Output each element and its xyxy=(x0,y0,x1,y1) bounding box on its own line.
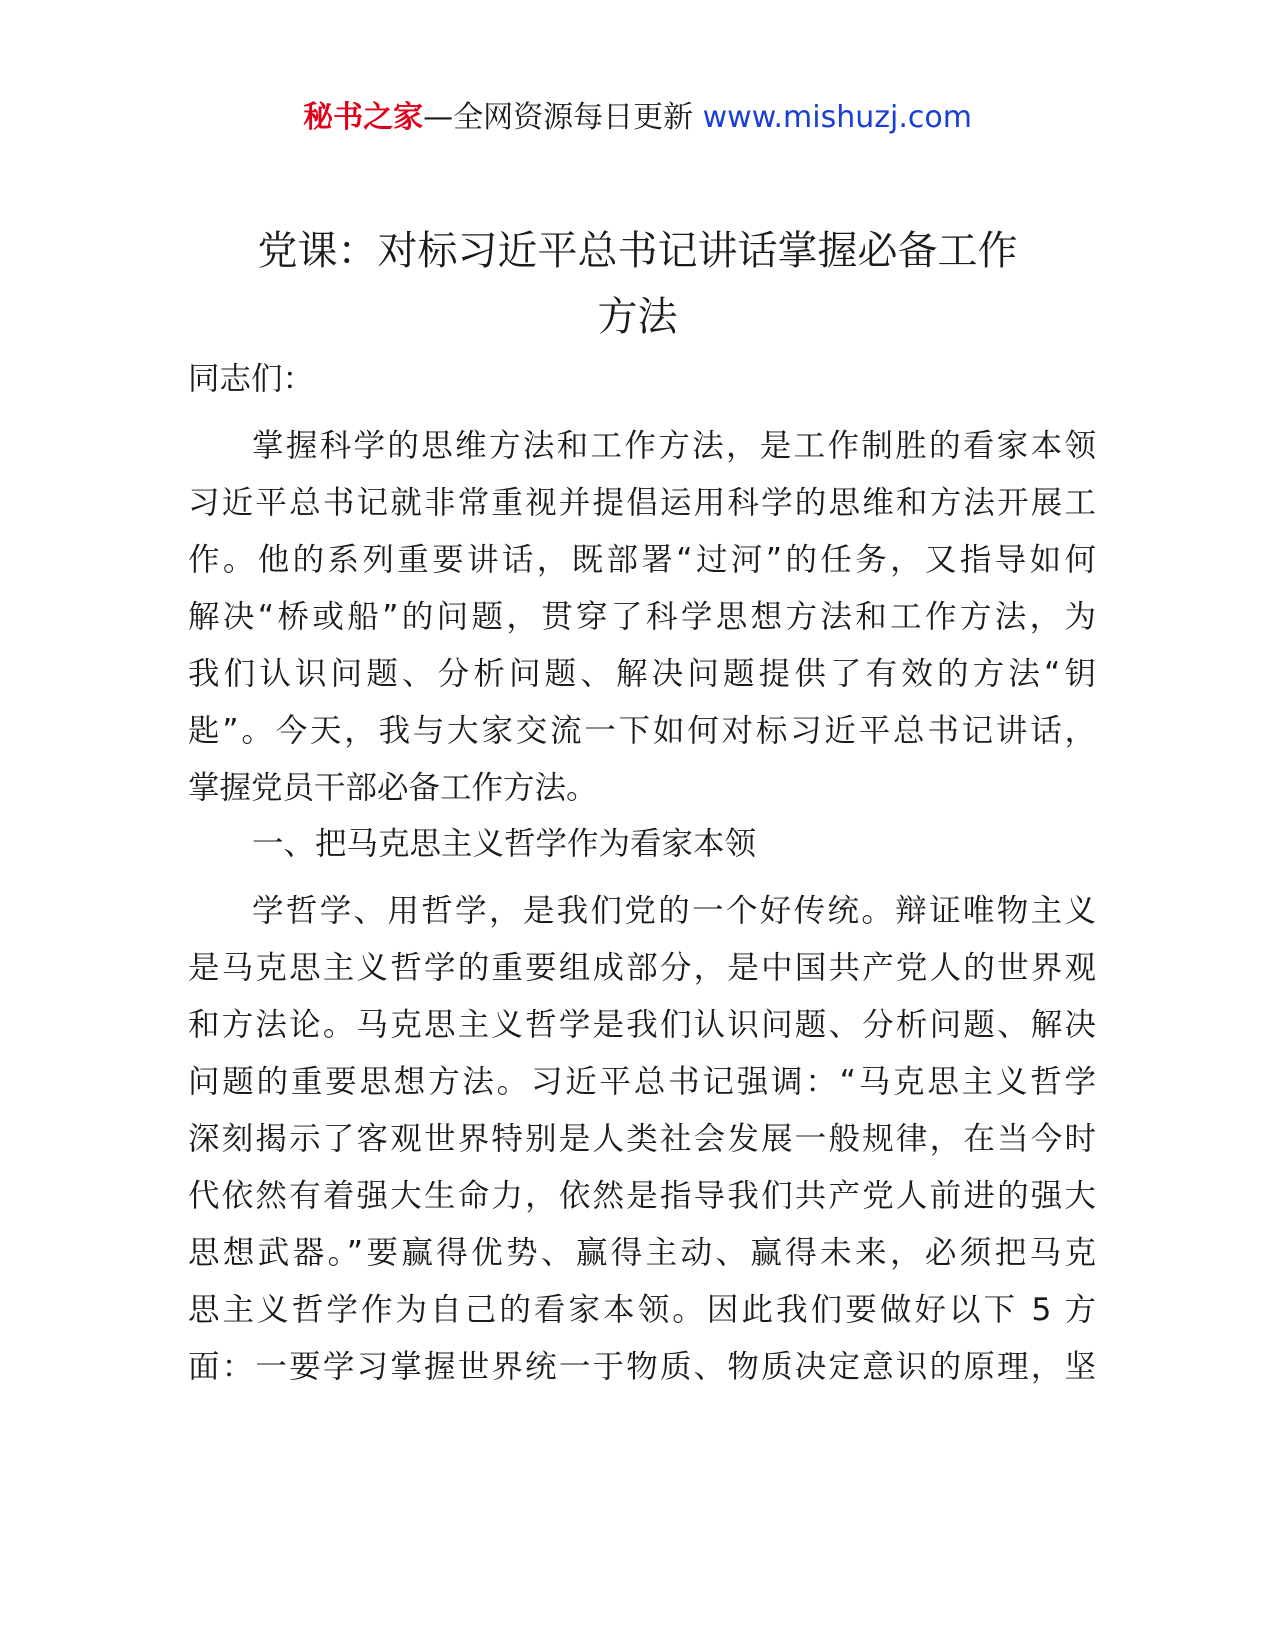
paragraph-line: 掌握科学的思维方法和工作方法，是工作制胜的看家本领 xyxy=(252,428,1096,464)
paragraph-line: 问题的重要思想方法。习近平总书记强调：“马克思主义哲学 xyxy=(188,1064,1096,1100)
paragraph-line: 掌握党员干部必备工作方法。 xyxy=(188,770,598,806)
document-title xyxy=(160,218,1115,350)
section-heading-1 xyxy=(188,816,1096,873)
salutation-text: 同志们： xyxy=(188,361,315,397)
paragraph-line: 解决“桥或船”的问题，贯穿了科学思想方法和工作方法，为 xyxy=(188,599,1096,635)
paragraph-intro xyxy=(188,418,1096,817)
paragraph-line: 代依然有着强大生命力，依然是指导我们共产党人前进的强大 xyxy=(188,1178,1096,1214)
paragraph-line: 习近平总书记就非常重视并提倡运用科学的思维和方法开展工 xyxy=(188,485,1096,521)
paragraph-line: 和方法论。马克思主义哲学是我们认识问题、分析问题、解决 xyxy=(188,1007,1096,1043)
paragraph-line: 匙”。今天，我与大家交流一下如何对标习近平总书记讲话， xyxy=(188,713,1096,749)
paragraph-line: 思想武器。”要赢得优势、赢得主动、赢得未来，必须把马克 xyxy=(188,1235,1096,1271)
paragraph-line: 学哲学、用哲学，是我们党的一个好传统。辩证唯物主义 xyxy=(252,893,1096,929)
title-line-2: 方法 xyxy=(597,294,678,340)
paragraph-line: 思主义哲学作为自己的看家本领。因此我们要做好以下 5 方 xyxy=(188,1292,1096,1328)
paragraph-line: 面：一要学习掌握世界统一于物质、物质决定意识的原理，坚 xyxy=(188,1349,1096,1385)
section-heading-text: 一、把马克思主义哲学作为看家本领 xyxy=(252,826,757,862)
paragraph-line: 作。他的系列重要讲话，既部署“过河”的任务，又指导如何 xyxy=(188,542,1096,578)
site-url-link[interactable]: www.mishuzj.com xyxy=(702,100,972,135)
title-line-1: 党课：对标习近平总书记讲话掌握必备工作 xyxy=(257,228,1018,274)
site-header xyxy=(0,98,1275,138)
paragraph-line: 我们认识问题、分析问题、解决问题提供了有效的方法“钥 xyxy=(188,656,1096,692)
salutation xyxy=(188,351,1096,408)
header-tagline: —全网资源每日更新 xyxy=(423,100,703,135)
paragraph-line: 深刻揭示了客观世界特别是人类社会发展一般规律，在当今时 xyxy=(188,1121,1096,1157)
brand-name: 秘书之家 xyxy=(303,100,424,135)
paragraph-line: 是马克思主义哲学的重要组成部分，是中国共产党人的世界观 xyxy=(188,950,1096,986)
paragraph-section-1 xyxy=(188,883,1096,1396)
